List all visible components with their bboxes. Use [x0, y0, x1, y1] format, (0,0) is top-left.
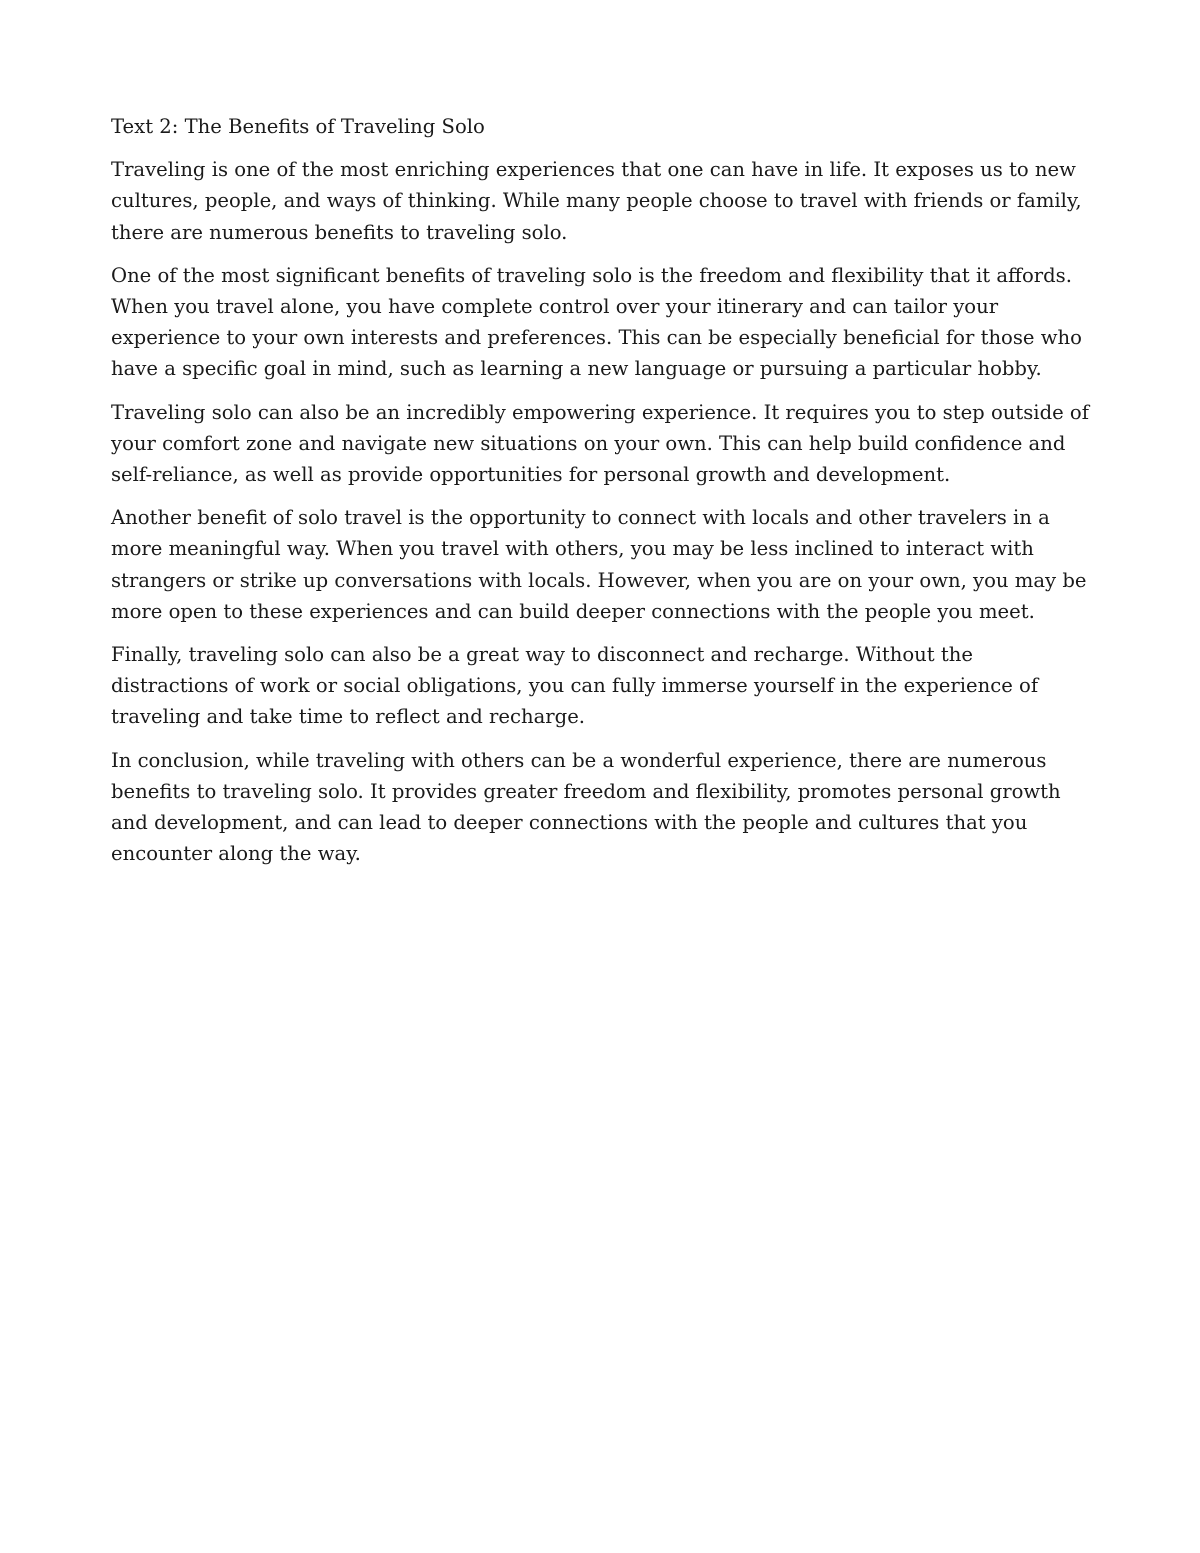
- paragraph-recharge: Finally, traveling solo can also be a great way to disconnect and recharge. Without the distractions of work or social obligations, you can fully immerse yourself in the experience of traveling and take time to reflect and recharge.: [111, 643, 1039, 729]
- paragraph-freedom: One of the most significant benefits of traveling solo is the freedom and flexibility that it affords. When you travel alone, you have complete control over your itinerary and can tailor your experience to your own interests and preferences. This can be especially beneficial for those who have a specific goal in mind, such as learning a new language or pursuing a particular hobby.: [111, 263, 1082, 381]
- paragraph-conclusion: In conclusion, while traveling with others can be a wonderful experience, there are numerous benefits to traveling solo. It provides greater freedom and flexibility, promotes personal growth and development, and can lead to deeper connections with the people and cultures that you encounter along the way.: [111, 748, 1061, 866]
- document-body: [111, 111, 1096, 881]
- document-title: Text 2: The Benefits of Traveling Solo: [111, 115, 485, 138]
- paragraph-empowering: Traveling solo can also be an incredibly empowering experience. It requires you to step outside of your comfort zone and navigate new situations on your own. This can help build confidence and self-reliance, as well as provide opportunities for personal growth and development.: [111, 400, 1089, 487]
- paragraph-connect: Another benefit of solo travel is the opportunity to connect with locals and other travelers in a more meaningful way. When you travel with others, you may be less inclined to interact with strangers or strike up conversations with locals. However, when you are on your own, you may be more open to these experiences and can build deeper connections with the people you meet.: [111, 506, 1087, 623]
- paragraph-intro: Traveling is one of the most enriching experiences that one can have in life. It exposes us to new cultures, people, and ways of thinking. While many people choose to travel with friends or family, there are numerous benefits to traveling solo.: [111, 158, 1082, 244]
